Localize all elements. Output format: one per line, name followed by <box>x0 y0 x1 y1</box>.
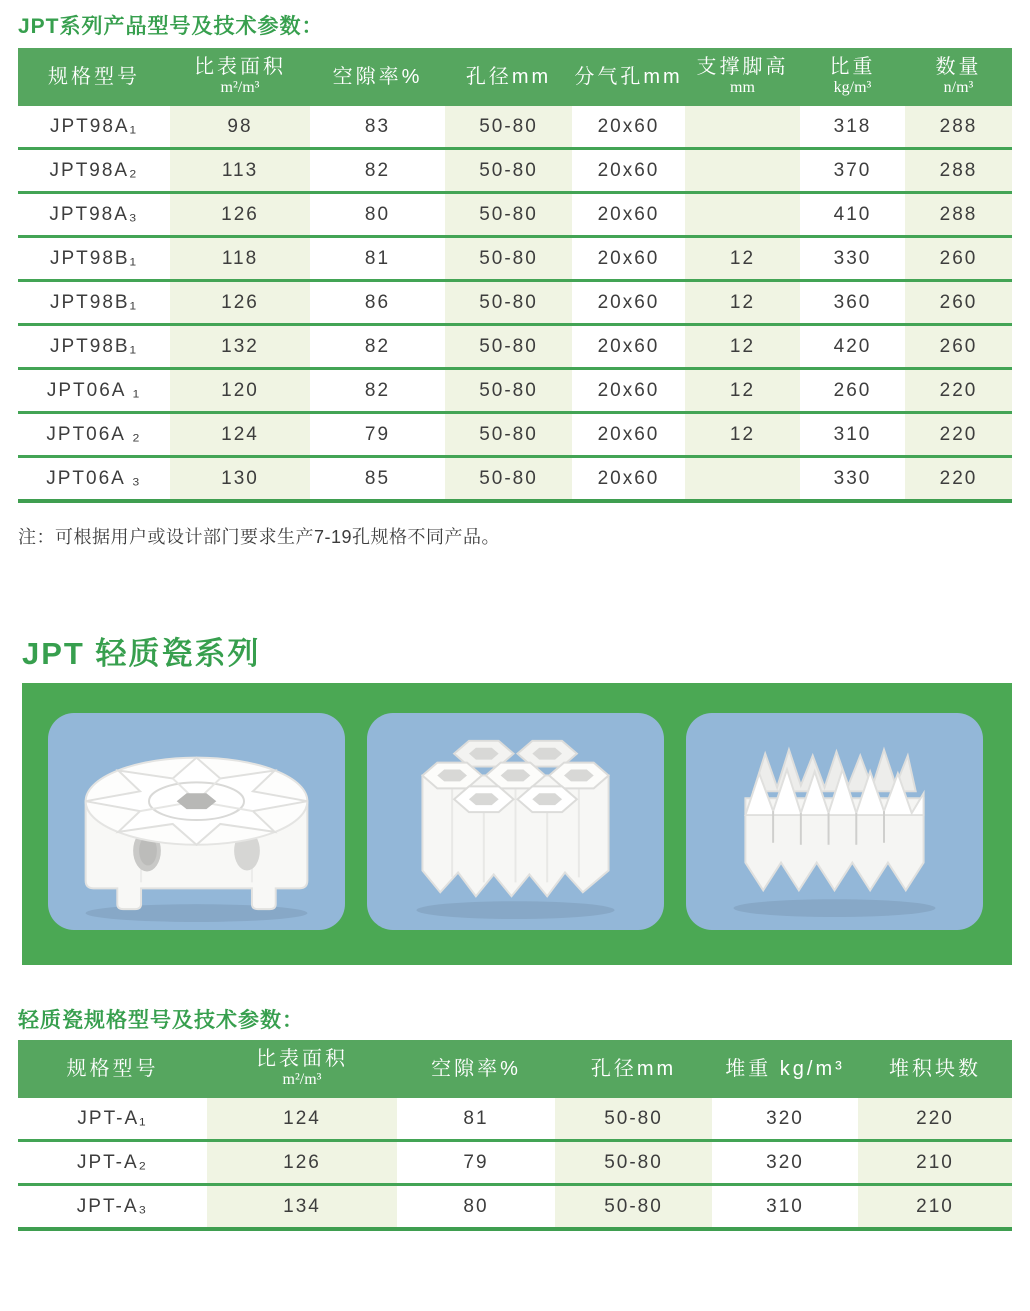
cell-density: 360 <box>833 291 872 313</box>
column-header <box>207 1040 397 1098</box>
cell-support-foot-height: 12 <box>685 370 800 411</box>
product-gallery-band <box>22 683 1012 965</box>
lightweight-ceramic-spec-table <box>18 1040 1012 1231</box>
column-header-label: 堆积块数 <box>889 1057 981 1080</box>
cell-density: 370 <box>833 159 872 181</box>
column-header-label: 孔径mm <box>465 65 552 88</box>
cell-pore-size: 50-80 <box>445 326 572 367</box>
cell-quantity: 288 <box>905 150 1012 191</box>
product-photo-panel-3 <box>686 713 983 930</box>
table-row <box>18 1142 1012 1186</box>
cell-stack-weight: 320 <box>766 1151 804 1173</box>
cell-gas-hole: 20x60 <box>597 379 660 401</box>
cell-specific-surface-area: 134 <box>207 1186 397 1227</box>
table-row <box>18 370 1012 414</box>
cell-specific-surface-area: 126 <box>170 194 310 235</box>
table2-header-row <box>18 1040 1012 1098</box>
cell-stack-weight: 320 <box>766 1107 804 1129</box>
table-row <box>18 194 1012 238</box>
cell-model: JPT-A₂ <box>76 1151 149 1173</box>
cell-specific-surface-area: 130 <box>170 458 310 499</box>
cell-void-ratio: 81 <box>364 247 391 269</box>
table-row <box>18 282 1012 326</box>
table-row <box>18 238 1012 282</box>
cell-support-foot-height <box>685 458 800 499</box>
cell-void-ratio: 82 <box>364 159 391 181</box>
cell-void-ratio: 80 <box>364 203 391 225</box>
cell-model: JPT06A ₁ <box>46 379 142 401</box>
cell-model: JPT06A ₂ <box>46 423 142 445</box>
column-header-label: 比表面积 <box>194 56 286 79</box>
section3-title: 轻质瓷规格型号及技术参数： <box>18 1009 304 1032</box>
column-header-unit: kg/m³ <box>833 79 872 97</box>
table-row <box>18 414 1012 458</box>
cell-density: 420 <box>833 335 872 357</box>
cell-void-ratio: 80 <box>463 1195 489 1217</box>
cell-model: JPT98B₁ <box>50 335 138 357</box>
cell-support-foot-height: 12 <box>685 282 800 323</box>
cell-pore-size: 50-80 <box>445 458 572 499</box>
table1-body <box>18 106 1012 503</box>
cell-specific-surface-area: 120 <box>170 370 310 411</box>
cell-pore-size: 50-80 <box>445 282 572 323</box>
cell-quantity: 220 <box>905 458 1012 499</box>
table2-body <box>18 1098 1012 1231</box>
jpt-series-spec-table <box>18 48 1012 503</box>
cell-void-ratio: 79 <box>364 423 391 445</box>
cell-gas-hole: 20x60 <box>597 467 660 489</box>
cell-pore-size: 50-80 <box>555 1142 712 1183</box>
cell-support-foot-height: 12 <box>685 326 800 367</box>
cell-void-ratio: 85 <box>364 467 391 489</box>
cell-quantity: 260 <box>905 282 1012 323</box>
column-header <box>800 48 905 106</box>
cell-stack-count: 210 <box>858 1142 1012 1183</box>
table1-header-row <box>18 48 1012 106</box>
column-header <box>555 1040 712 1098</box>
table-row <box>18 106 1012 150</box>
column-header <box>18 48 170 106</box>
ceramic-packing-hex-bundle-photo <box>367 713 664 930</box>
column-header-label: 堆重 kg/m³ <box>725 1057 845 1080</box>
column-header-label: 孔径mm <box>590 1057 677 1080</box>
column-header-label: 支撑脚高 <box>696 56 789 79</box>
cell-pore-size: 50-80 <box>445 414 572 455</box>
column-header-label: 数量 <box>935 56 982 79</box>
column-header <box>445 48 572 106</box>
cell-void-ratio: 82 <box>364 335 391 357</box>
column-header-unit: m²/m³ <box>220 79 260 97</box>
column-header <box>685 48 800 106</box>
cell-model: JPT-A₃ <box>76 1195 149 1217</box>
cell-void-ratio: 86 <box>364 291 391 313</box>
table-row <box>18 150 1012 194</box>
column-header-unit: n/m³ <box>943 79 974 97</box>
product-photo-panel-2 <box>367 713 664 930</box>
column-header <box>905 48 1012 106</box>
table-row <box>18 1098 1012 1142</box>
cell-pore-size: 50-80 <box>445 106 572 147</box>
column-header <box>170 48 310 106</box>
cell-quantity: 260 <box>905 326 1012 367</box>
cell-support-foot-height <box>685 106 800 147</box>
column-header-unit: mm <box>730 79 755 97</box>
cell-specific-surface-area: 124 <box>170 414 310 455</box>
cell-specific-surface-area: 126 <box>207 1142 397 1183</box>
cell-model: JPT98B₁ <box>50 291 138 313</box>
cell-density: 318 <box>833 115 872 137</box>
column-header <box>572 48 685 106</box>
cell-specific-surface-area: 126 <box>170 282 310 323</box>
cell-void-ratio: 79 <box>463 1151 489 1173</box>
column-header-label: 空隙率% <box>332 65 423 88</box>
table-row <box>18 458 1012 503</box>
cell-density: 330 <box>833 247 872 269</box>
cell-stack-count: 220 <box>858 1098 1012 1139</box>
cell-stack-count: 210 <box>858 1186 1012 1227</box>
cell-void-ratio: 82 <box>364 379 391 401</box>
cell-specific-surface-area: 132 <box>170 326 310 367</box>
cell-pore-size: 50-80 <box>555 1098 712 1139</box>
ceramic-packing-single-block-photo <box>48 713 345 930</box>
section2-title: JPT 轻质瓷系列 <box>22 636 261 671</box>
cell-void-ratio: 83 <box>364 115 391 137</box>
column-header-label: 比重 <box>829 56 876 79</box>
table-row <box>18 326 1012 370</box>
cell-specific-surface-area: 113 <box>170 150 310 191</box>
cell-density: 410 <box>833 203 872 225</box>
column-header-label: 比表面积 <box>256 1048 348 1071</box>
cell-support-foot-height <box>685 150 800 191</box>
cell-gas-hole: 20x60 <box>597 335 660 357</box>
cell-quantity: 288 <box>905 106 1012 147</box>
column-header-label: 规格型号 <box>66 1057 159 1080</box>
cell-pore-size: 50-80 <box>555 1186 712 1227</box>
cell-gas-hole: 20x60 <box>597 159 660 181</box>
column-header <box>397 1040 555 1098</box>
cell-support-foot-height: 12 <box>685 414 800 455</box>
column-header-label: 规格型号 <box>48 65 140 88</box>
cell-void-ratio: 81 <box>463 1107 489 1129</box>
column-header <box>712 1040 858 1098</box>
cell-model: JPT98B₁ <box>50 247 138 269</box>
cell-pore-size: 50-80 <box>445 370 572 411</box>
cell-support-foot-height: 12 <box>685 238 800 279</box>
column-header <box>858 1040 1012 1098</box>
cell-model: JPT-A₁ <box>77 1107 148 1129</box>
ceramic-packing-spiky-cluster-photo <box>686 713 983 930</box>
cell-density: 310 <box>833 423 872 445</box>
product-photo-panel-1 <box>48 713 345 930</box>
cell-model: JPT98A₃ <box>49 203 139 225</box>
cell-pore-size: 50-80 <box>445 238 572 279</box>
cell-quantity: 220 <box>905 414 1012 455</box>
table-row <box>18 1186 1012 1231</box>
column-header <box>310 48 445 106</box>
cell-quantity: 220 <box>905 370 1012 411</box>
cell-model: JPT98A₂ <box>49 159 139 181</box>
cell-stack-weight: 310 <box>766 1195 804 1217</box>
footnote: 注：可根据用户或设计部门要求生产7-19孔规格不同产品。 <box>18 527 501 547</box>
cell-gas-hole: 20x60 <box>597 115 660 137</box>
cell-quantity: 260 <box>905 238 1012 279</box>
column-header <box>18 1040 207 1098</box>
cell-density: 260 <box>833 379 872 401</box>
cell-specific-surface-area: 98 <box>170 106 310 147</box>
column-header-unit: m²/m³ <box>282 1071 322 1089</box>
cell-gas-hole: 20x60 <box>597 247 660 269</box>
cell-gas-hole: 20x60 <box>597 423 660 445</box>
cell-model: JPT06A ₃ <box>46 467 142 489</box>
cell-pore-size: 50-80 <box>445 150 572 191</box>
cell-model: JPT98A₁ <box>50 115 138 137</box>
cell-gas-hole: 20x60 <box>597 203 660 225</box>
cell-support-foot-height <box>685 194 800 235</box>
column-header-label: 空隙率% <box>431 1057 521 1080</box>
cell-density: 330 <box>833 467 872 489</box>
section1-title: JPT系列产品型号及技术参数： <box>18 15 324 38</box>
cell-pore-size: 50-80 <box>445 194 572 235</box>
cell-gas-hole: 20x60 <box>597 291 660 313</box>
column-header-label: 分气孔mm <box>574 65 683 88</box>
cell-specific-surface-area: 124 <box>207 1098 397 1139</box>
cell-specific-surface-area: 118 <box>170 238 310 279</box>
cell-quantity: 288 <box>905 194 1012 235</box>
